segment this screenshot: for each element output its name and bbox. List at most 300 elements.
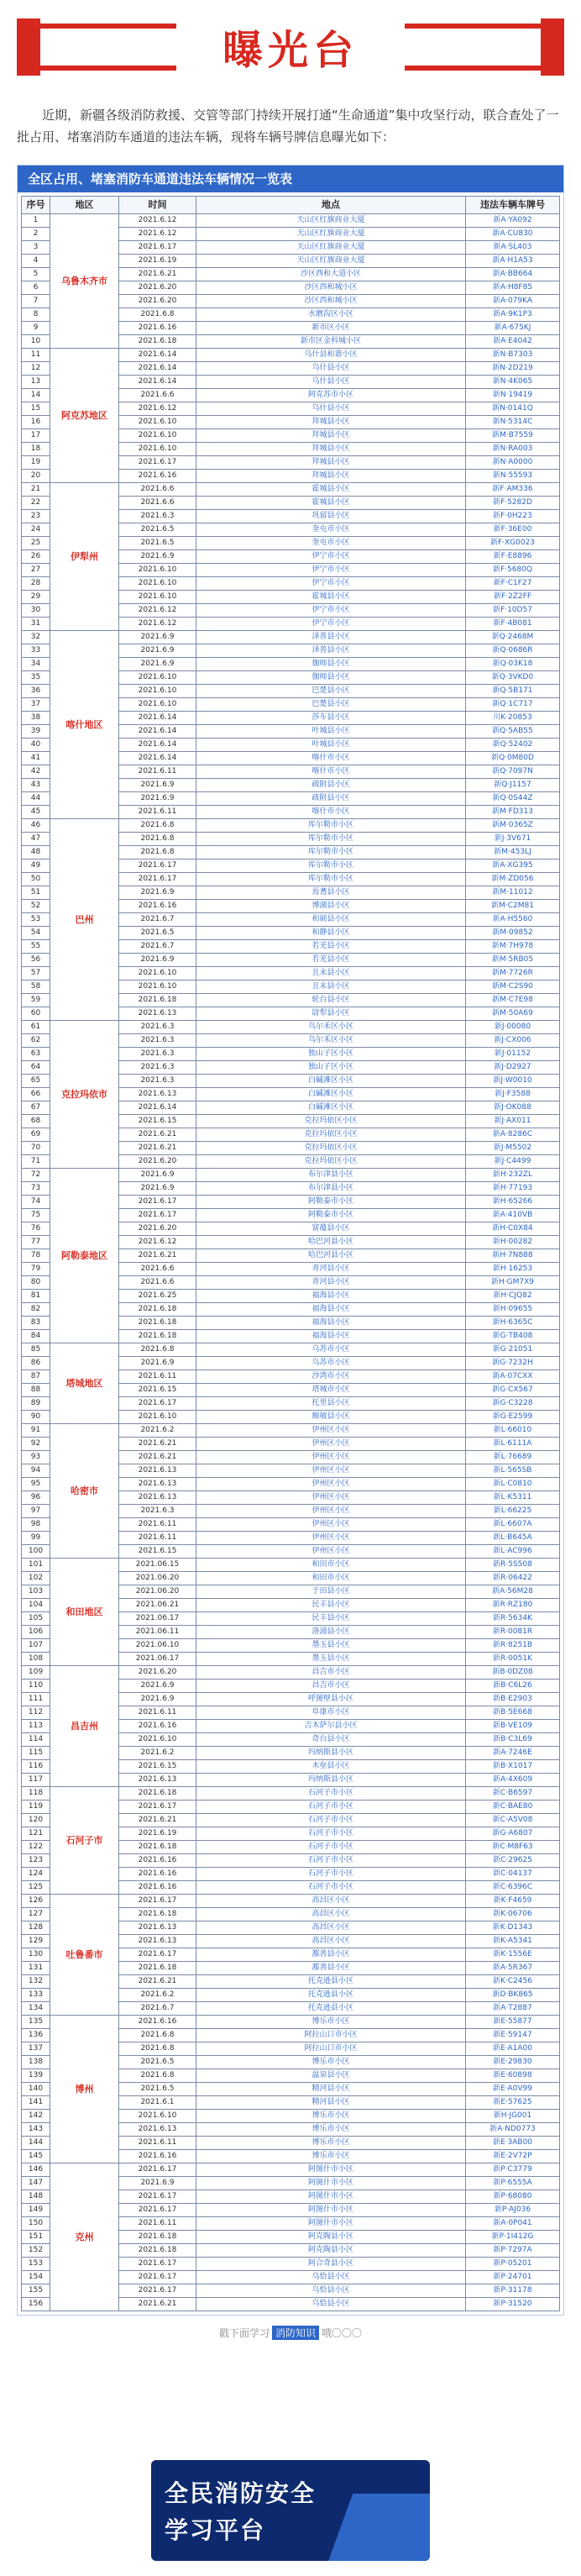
row-number: 17 xyxy=(22,429,50,443)
row-place: 阿勒泰市小区 xyxy=(196,1196,466,1209)
row-number: 30 xyxy=(22,604,50,618)
row-time: 2021.6.13 xyxy=(119,1935,196,1948)
row-place: 拜城县小区 xyxy=(196,443,466,456)
row-time: 2021.6.18 xyxy=(119,1962,196,1975)
row-place: 天山区红旗商业大厦 xyxy=(196,228,466,241)
row-number: 147 xyxy=(22,2177,50,2190)
header-time: 时间 xyxy=(119,197,196,214)
header-no: 序号 xyxy=(22,197,50,214)
row-place: 阿图什市小区 xyxy=(196,2177,466,2190)
row-time: 2021.6.11 xyxy=(119,1518,196,1532)
row-plate: 新F·XG0023 xyxy=(466,537,560,550)
row-plate: 新A·BB664 xyxy=(466,268,560,281)
row-place: 沙区西和城小区 xyxy=(196,295,466,308)
row-number: 108 xyxy=(22,1653,50,1666)
row-plate: 新M·ZD056 xyxy=(466,873,560,886)
row-time: 2021.6.9 xyxy=(119,792,196,806)
row-plate: 新N·B7303 xyxy=(466,349,560,362)
row-place: 天山区红旗商业大厦 xyxy=(196,214,466,228)
header-block-right xyxy=(541,18,564,76)
row-plate: 新P·31178 xyxy=(466,2284,560,2298)
row-plate: 新G·E2599 xyxy=(466,1411,560,1424)
row-time: 2021.6.8 xyxy=(119,819,196,833)
row-place: 博湖县小区 xyxy=(196,900,466,913)
footer-note-tag[interactable]: 消防知识 xyxy=(272,2326,319,2340)
row-plate: 新N·19419 xyxy=(466,389,560,402)
row-place: 乌尔禾区小区 xyxy=(196,1034,466,1048)
row-plate: 新F·5282D xyxy=(466,497,560,510)
row-number: 9 xyxy=(22,322,50,335)
row-time: 2021.6.10 xyxy=(119,577,196,591)
row-place: 阜康市小区 xyxy=(196,1706,466,1720)
row-time: 2021.6.17 xyxy=(119,1209,196,1222)
row-place: 巴楚县小区 xyxy=(196,685,466,698)
row-number: 11 xyxy=(22,349,50,362)
row-place: 伊州区小区 xyxy=(196,1491,466,1505)
row-time: 2021.6.20 xyxy=(119,295,196,308)
row-plate: 新J·M5502 xyxy=(466,1142,560,1155)
row-place: 鄯善县小区 xyxy=(196,1962,466,1975)
row-plate: 新Q·0686R xyxy=(466,644,560,658)
row-number: 88 xyxy=(22,1384,50,1397)
row-number: 4 xyxy=(22,255,50,268)
row-plate: 新E·55877 xyxy=(466,2016,560,2029)
table-row xyxy=(22,2016,560,2029)
row-number: 40 xyxy=(22,739,50,752)
row-time: 2021.6.17 xyxy=(119,456,196,470)
row-number: 82 xyxy=(22,1303,50,1317)
row-plate: 新H·7N888 xyxy=(466,1249,560,1263)
row-time: 2021.6.17 xyxy=(119,2190,196,2204)
row-time: 2021.6.12 xyxy=(119,604,196,618)
row-time: 2021.6.14 xyxy=(119,362,196,376)
row-place: 阿图什市小区 xyxy=(196,2190,466,2204)
row-number: 69 xyxy=(22,1128,50,1142)
row-place: 呼图壁县小区 xyxy=(196,1693,466,1706)
row-time: 2021.6.18 xyxy=(119,1317,196,1330)
row-time: 2021.6.8 xyxy=(119,1343,196,1357)
row-number: 121 xyxy=(22,1827,50,1841)
table-row xyxy=(22,1559,560,1572)
row-time: 2021.6.10 xyxy=(119,1411,196,1424)
row-plate: 新E·57625 xyxy=(466,2096,560,2110)
row-place: 乌什县小区 xyxy=(196,402,466,416)
table-row xyxy=(22,2163,560,2177)
table-header-row xyxy=(22,197,560,214)
row-time: 2021.6.9 xyxy=(119,658,196,671)
row-place: 石河子市小区 xyxy=(196,1801,466,1814)
row-number: 106 xyxy=(22,1626,50,1639)
row-place: 洛浦县小区 xyxy=(196,1626,466,1639)
row-place: 天山区红旗商业大厦 xyxy=(196,255,466,268)
row-time: 2021.6.6 xyxy=(119,1276,196,1290)
row-time: 2021.6.8 xyxy=(119,2069,196,2083)
row-place: 博乐市小区 xyxy=(196,2150,466,2163)
row-plate: 新K·A5341 xyxy=(466,1935,560,1948)
row-plate: 新M·09852 xyxy=(466,927,560,940)
row-number: 16 xyxy=(22,416,50,429)
row-place: 奎屯市小区 xyxy=(196,523,466,537)
row-place: 墨玉县小区 xyxy=(196,1639,466,1653)
row-place: 沙区西和城小区 xyxy=(196,281,466,295)
row-plate: 新E·59147 xyxy=(466,2029,560,2042)
row-place: 玛纳斯县小区 xyxy=(196,1774,466,1787)
row-place: 布尔津县小区 xyxy=(196,1182,466,1196)
row-plate: 新M·5RB05 xyxy=(466,954,560,967)
learning-platform-banner[interactable] xyxy=(151,2460,430,2561)
row-time: 2021.6.3 xyxy=(119,1034,196,1048)
row-time: 2021.6.21 xyxy=(119,268,196,281)
row-number: 73 xyxy=(22,1182,50,1196)
row-plate: 新Q·0M80D xyxy=(466,752,560,765)
row-place: 奇台县小区 xyxy=(196,1733,466,1747)
row-place: 霍城县小区 xyxy=(196,483,466,497)
row-number: 10 xyxy=(22,335,50,349)
row-time: 2021.6.20 xyxy=(119,1155,196,1169)
row-place: 莎车县小区 xyxy=(196,712,466,725)
row-place: 伊州区小区 xyxy=(196,1518,466,1532)
row-place: 民丰县小区 xyxy=(196,1612,466,1626)
row-place: 伊州区小区 xyxy=(196,1478,466,1491)
row-time: 2021.6.10 xyxy=(119,698,196,712)
row-place: 乌尔禾区小区 xyxy=(196,1021,466,1034)
row-number: 24 xyxy=(22,523,50,537)
row-plate: 新L·6111A xyxy=(466,1438,560,1451)
row-number: 27 xyxy=(22,564,50,577)
row-place: 且末县小区 xyxy=(196,967,466,980)
region-cell: 塔城地区 xyxy=(50,1343,119,1424)
row-place: 轮台县小区 xyxy=(196,994,466,1007)
row-plate: 新J·3V671 xyxy=(466,833,560,846)
row-place: 库尔勒市小区 xyxy=(196,860,466,873)
row-number: 150 xyxy=(22,2217,50,2231)
row-plate: 新C·A5V08 xyxy=(466,1814,560,1827)
row-plate: 新A·XG395 xyxy=(466,860,560,873)
table-row xyxy=(22,1169,560,1182)
row-place: 托克逊县小区 xyxy=(196,1975,466,1989)
row-number: 100 xyxy=(22,1545,50,1559)
row-number: 22 xyxy=(22,497,50,510)
row-plate: 新H·JG001 xyxy=(466,2110,560,2123)
row-place: 拜城县小区 xyxy=(196,429,466,443)
row-number: 131 xyxy=(22,1962,50,1975)
row-place: 白碱滩区小区 xyxy=(196,1101,466,1115)
table-row xyxy=(22,483,560,497)
row-plate: 新L·66010 xyxy=(466,1424,560,1438)
row-number: 64 xyxy=(22,1061,50,1075)
row-number: 2 xyxy=(22,228,50,241)
row-plate: 新N·A0000 xyxy=(466,456,560,470)
footer-note-suffix: 哦〇〇〇 xyxy=(322,2327,363,2339)
row-plate: 新Q·1C717 xyxy=(466,698,560,712)
row-plate: 新H·09655 xyxy=(466,1303,560,1317)
row-number: 89 xyxy=(22,1397,50,1411)
row-place: 独山子区小区 xyxy=(196,1048,466,1061)
row-time: 2021.6.10 xyxy=(119,967,196,980)
row-time: 2021.6.3 xyxy=(119,1075,196,1088)
row-number: 142 xyxy=(22,2110,50,2123)
row-place: 乌什县小区 xyxy=(196,376,466,389)
row-time: 2021.6.3 xyxy=(119,1505,196,1518)
row-time: 2021.6.1 xyxy=(119,2096,196,2110)
row-place: 伊州区小区 xyxy=(196,1464,466,1478)
row-place: 乌恰县小区 xyxy=(196,2298,466,2311)
row-time: 2021.6.3 xyxy=(119,1021,196,1034)
row-number: 61 xyxy=(22,1021,50,1034)
row-time: 2021.6.19 xyxy=(119,255,196,268)
row-time: 2021.6.13 xyxy=(119,1088,196,1101)
row-number: 55 xyxy=(22,940,50,954)
row-number: 128 xyxy=(22,1921,50,1935)
row-number: 23 xyxy=(22,510,50,523)
row-number: 47 xyxy=(22,833,50,846)
row-number: 105 xyxy=(22,1612,50,1626)
row-time: 2021.6.14 xyxy=(119,376,196,389)
row-number: 5 xyxy=(22,268,50,281)
row-number: 53 xyxy=(22,913,50,927)
banner-line1: 全民消防安全 xyxy=(165,2479,317,2507)
row-plate: 新R·RZ180 xyxy=(466,1599,560,1612)
row-number: 115 xyxy=(22,1747,50,1760)
row-plate: 新A·7246E xyxy=(466,1747,560,1760)
row-time: 2021.6.5 xyxy=(119,523,196,537)
row-plate: 新B·E2903 xyxy=(466,1693,560,1706)
row-time: 2021.6.14 xyxy=(119,712,196,725)
row-plate: 新Q·2468M xyxy=(466,631,560,644)
row-place: 昌吉市小区 xyxy=(196,1666,466,1680)
row-plate: 新M·B7559 xyxy=(466,429,560,443)
row-number: 35 xyxy=(22,671,50,685)
row-time: 2021.6.17 xyxy=(119,2163,196,2177)
row-time: 2021.6.21 xyxy=(119,1814,196,1827)
row-plate: 新H·65266 xyxy=(466,1196,560,1209)
row-plate: 新A·0P041 xyxy=(466,2217,560,2231)
row-time: 2021.6.9 xyxy=(119,779,196,792)
row-place: 独山子区小区 xyxy=(196,1061,466,1075)
row-number: 149 xyxy=(22,2204,50,2217)
row-plate: 新G·C3228 xyxy=(466,1397,560,1411)
row-time: 2021.6.2 xyxy=(119,1424,196,1438)
row-place: 和田市小区 xyxy=(196,1572,466,1585)
row-time: 2021.6.17 xyxy=(119,1397,196,1411)
row-number: 34 xyxy=(22,658,50,671)
row-plate: 新M·11012 xyxy=(466,886,560,900)
row-number: 112 xyxy=(22,1706,50,1720)
row-number: 136 xyxy=(22,2029,50,2042)
row-time: 2021.6.10 xyxy=(119,591,196,604)
row-plate: 新H·6365C xyxy=(466,1317,560,1330)
table-row xyxy=(22,631,560,644)
row-time: 2021.6.3 xyxy=(119,510,196,523)
row-time: 2021.6.21 xyxy=(119,1975,196,1989)
row-time: 2021.6.9 xyxy=(119,1357,196,1370)
row-plate: 新H·232ZL xyxy=(466,1169,560,1182)
row-plate: 新M·50A69 xyxy=(466,1007,560,1021)
row-time: 2021.06.17 xyxy=(119,1653,196,1666)
row-number: 37 xyxy=(22,698,50,712)
row-time: 2021.06.20 xyxy=(119,1572,196,1585)
row-plate: 新E·3AB00 xyxy=(466,2137,560,2150)
row-time: 2021.6.20 xyxy=(119,1222,196,1236)
row-number: 114 xyxy=(22,1733,50,1747)
row-place: 库尔勒市小区 xyxy=(196,873,466,886)
row-plate: 新H·00282 xyxy=(466,1236,560,1249)
row-plate: 新L·565SB xyxy=(466,1464,560,1478)
row-place: 精河县小区 xyxy=(196,2096,466,2110)
title-box xyxy=(176,15,405,77)
row-number: 132 xyxy=(22,1975,50,1989)
row-number: 74 xyxy=(22,1196,50,1209)
row-time: 2021.6.10 xyxy=(119,671,196,685)
row-number: 81 xyxy=(22,1290,50,1303)
row-place: 伊宁市小区 xyxy=(196,564,466,577)
row-plate: 新M·7H978 xyxy=(466,940,560,954)
row-plate: 新H·16253 xyxy=(466,1263,560,1276)
row-place: 阿拉山口市小区 xyxy=(196,2042,466,2056)
row-plate: 新L·66225 xyxy=(466,1505,560,1518)
row-number: 48 xyxy=(22,846,50,860)
row-number: 123 xyxy=(22,1854,50,1868)
row-time: 2021.6.18 xyxy=(119,1908,196,1921)
row-number: 67 xyxy=(22,1101,50,1115)
row-place: 民丰县小区 xyxy=(196,1599,466,1612)
row-place: 泽普县小区 xyxy=(196,644,466,658)
row-place: 克拉玛依区小区 xyxy=(196,1155,466,1169)
row-plate: 新C·M8F63 xyxy=(466,1841,560,1854)
row-time: 2021.6.21 xyxy=(119,1128,196,1142)
row-time: 2021.6.17 xyxy=(119,1948,196,1962)
row-number: 127 xyxy=(22,1908,50,1921)
table-row xyxy=(22,1021,560,1034)
row-time: 2021.6.6 xyxy=(119,497,196,510)
row-time: 2021.6.6 xyxy=(119,1263,196,1276)
row-number: 78 xyxy=(22,1249,50,1263)
row-plate: 新J·00080 xyxy=(466,1021,560,1034)
row-place: 石河子市小区 xyxy=(196,1841,466,1854)
row-plate: 新J·01152 xyxy=(466,1048,560,1061)
row-plate: 新E·2V72P xyxy=(466,2150,560,2163)
row-number: 137 xyxy=(22,2042,50,2056)
row-time: 2021.06.10 xyxy=(119,1639,196,1653)
row-number: 143 xyxy=(22,2123,50,2137)
row-place: 福海县小区 xyxy=(196,1290,466,1303)
row-time: 2021.6.17 xyxy=(119,873,196,886)
row-plate: 新C·BAE80 xyxy=(466,1801,560,1814)
row-place: 沙湾市小区 xyxy=(196,1370,466,1384)
row-place: 精河县小区 xyxy=(196,2083,466,2096)
row-time: 2021.6.18 xyxy=(119,1787,196,1801)
row-number: 98 xyxy=(22,1518,50,1532)
row-number: 135 xyxy=(22,2016,50,2029)
row-place: 焉耆县小区 xyxy=(196,886,466,900)
row-time: 2021.6.10 xyxy=(119,429,196,443)
row-number: 111 xyxy=(22,1693,50,1706)
row-time: 2021.6.10 xyxy=(119,980,196,994)
row-place: 青河县小区 xyxy=(196,1276,466,1290)
region-cell: 喀什地区 xyxy=(50,631,119,819)
row-plate: 新P·7297A xyxy=(466,2244,560,2258)
row-place: 石河子市小区 xyxy=(196,1827,466,1841)
region-cell: 博州 xyxy=(50,2016,119,2163)
row-time: 2021.6.13 xyxy=(119,1774,196,1787)
row-time: 2021.6.13 xyxy=(119,1491,196,1505)
row-number: 80 xyxy=(22,1276,50,1290)
row-plate: 新P·6555A xyxy=(466,2177,560,2190)
row-time: 2021.6.9 xyxy=(119,631,196,644)
row-place: 伊州区小区 xyxy=(196,1505,466,1518)
row-plate: 新A·9K1P3 xyxy=(466,308,560,322)
row-number: 122 xyxy=(22,1841,50,1854)
row-number: 15 xyxy=(22,402,50,416)
row-plate: 新N·4K065 xyxy=(466,376,560,389)
row-place: 天山区红旗商业大厦 xyxy=(196,241,466,255)
row-plate: 新M·C2M81 xyxy=(466,900,560,913)
row-number: 60 xyxy=(22,1007,50,1021)
table-row xyxy=(22,1666,560,1680)
row-place: 博乐市小区 xyxy=(196,2016,466,2029)
row-plate: 新H·77193 xyxy=(466,1182,560,1196)
table-row xyxy=(22,1787,560,1801)
row-place: 库尔勒市小区 xyxy=(196,819,466,833)
row-time: 2021.6.2 xyxy=(119,1989,196,2002)
row-time: 2021.6.18 xyxy=(119,1303,196,1317)
row-plate: 新A·5R367 xyxy=(466,1962,560,1975)
row-time: 2021.6.7 xyxy=(119,940,196,954)
row-place: 伽师县小区 xyxy=(196,671,466,685)
row-time: 2021.6.5 xyxy=(119,927,196,940)
row-place: 福海县小区 xyxy=(196,1317,466,1330)
row-time: 2021.6.15 xyxy=(119,1760,196,1774)
region-cell: 克拉玛依市 xyxy=(50,1021,119,1169)
row-time: 2021.6.12 xyxy=(119,618,196,631)
row-plate: 新A·675KJ xyxy=(466,322,560,335)
row-time: 2021.6.13 xyxy=(119,1007,196,1021)
row-time: 2021.6.9 xyxy=(119,2177,196,2190)
row-plate: 新A·H1A53 xyxy=(466,255,560,268)
row-number: 151 xyxy=(22,2231,50,2244)
row-time: 2021.6.10 xyxy=(119,416,196,429)
row-number: 109 xyxy=(22,1666,50,1680)
row-time: 2021.6.21 xyxy=(119,1438,196,1451)
row-place: 高昌区小区 xyxy=(196,1895,466,1908)
row-place: 巩留县小区 xyxy=(196,510,466,523)
row-number: 140 xyxy=(22,2083,50,2096)
row-place: 和田市小区 xyxy=(196,1559,466,1572)
row-plate: 新Q·3VKD0 xyxy=(466,671,560,685)
row-plate: 新B·C6L26 xyxy=(466,1680,560,1693)
row-plate: 新J·F3588 xyxy=(466,1088,560,1101)
region-cell: 阿克苏地区 xyxy=(50,349,119,483)
row-time: 2021.6.7 xyxy=(119,913,196,927)
row-place: 福海县小区 xyxy=(196,1330,466,1343)
row-plate: 新C·6396C xyxy=(466,1881,560,1895)
row-plate: 新Q·J1157 xyxy=(466,779,560,792)
row-plate: 新G·CX567 xyxy=(466,1384,560,1397)
row-place: 昌吉市小区 xyxy=(196,1680,466,1693)
row-place: 喀什市小区 xyxy=(196,752,466,765)
row-time: 2021.6.3 xyxy=(119,1048,196,1061)
row-time: 2021.6.12 xyxy=(119,402,196,416)
row-time: 2021.6.16 xyxy=(119,1854,196,1868)
row-number: 99 xyxy=(22,1532,50,1545)
row-number: 57 xyxy=(22,967,50,980)
row-time: 2021.6.8 xyxy=(119,833,196,846)
table-row xyxy=(22,214,560,228)
region-cell: 巴州 xyxy=(50,819,119,1021)
row-plate: 新A·56M28 xyxy=(466,1585,560,1599)
row-time: 2021.6.10 xyxy=(119,2110,196,2123)
row-plate: 新J·OK088 xyxy=(466,1101,560,1115)
